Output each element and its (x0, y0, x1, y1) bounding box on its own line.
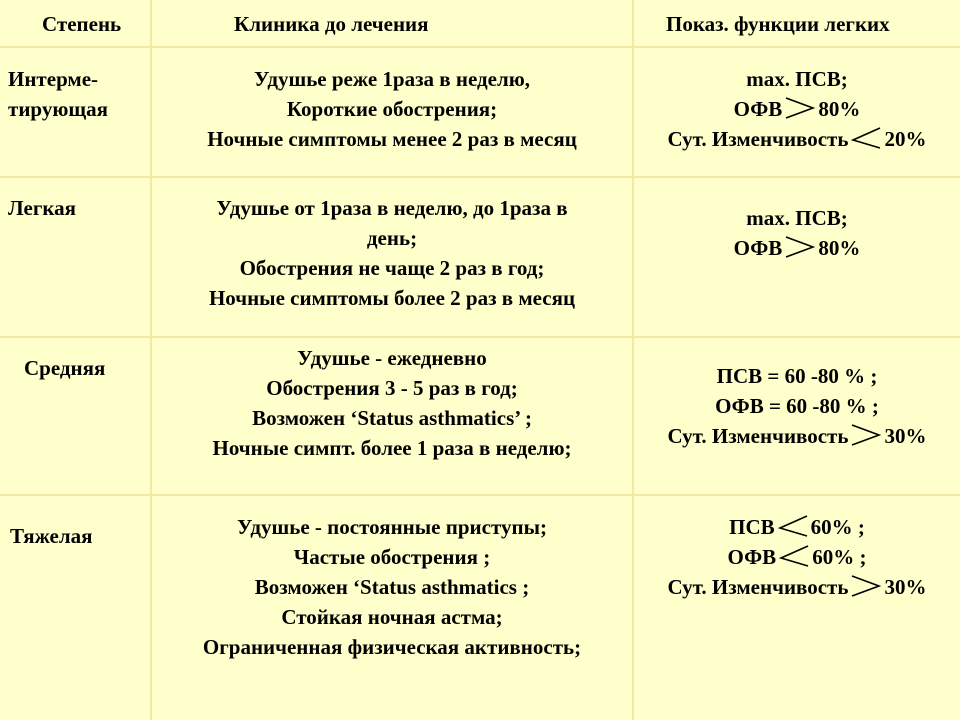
clinic-line: Короткие обострения; (286, 97, 498, 121)
function-line (634, 64, 960, 94)
clinic-line: Ночные симптомы более 2 раз в месяц (208, 286, 576, 310)
function-label: max. ПСВ; (746, 67, 848, 91)
function-label: max. ПСВ; (746, 206, 848, 230)
row-clinic (152, 193, 632, 313)
clinic-line: Возможен ‘Status asthmatics’ ; (252, 406, 532, 430)
degree-line: тирующая (8, 97, 108, 121)
less-than-sign-icon (778, 544, 810, 568)
greater-than-sign-icon (784, 235, 816, 259)
function-label: ОФВ (727, 545, 777, 569)
degree-line: Легкая (8, 196, 77, 220)
clinic-line: Возможен ‘Status asthmatics ; (254, 575, 530, 599)
row-function (634, 361, 960, 451)
clinic-line: Удушье - постоянные приступы; (237, 515, 547, 539)
function-value: 20% (884, 127, 927, 151)
row-divider (0, 176, 960, 178)
row-clinic (152, 343, 632, 463)
function-value: 60% ; (810, 515, 865, 539)
clinic-line: Ограниченная физическая активность; (202, 635, 582, 659)
row-divider (0, 46, 960, 48)
function-label: Сут. Изменчивость (667, 424, 849, 448)
greater-than-sign-icon (784, 96, 816, 120)
clinic-line: Удушье реже 1раза в неделю, (253, 67, 531, 91)
function-line (634, 361, 960, 391)
degree-line: Средняя (24, 356, 106, 380)
function-label: ПСВ = 60 -80 % ; (716, 364, 878, 388)
greater-than-sign-icon (850, 423, 882, 447)
function-label: ПСВ (729, 515, 775, 539)
less-than-sign-icon (777, 514, 809, 538)
row-degree (0, 521, 160, 551)
row-divider (0, 336, 960, 338)
degree-line: Интерме- (8, 67, 99, 91)
function-line (634, 233, 960, 263)
clinic-line: Удушье от 1раза в неделю, до 1раза в (216, 196, 568, 220)
function-line (634, 124, 960, 154)
row-degree (0, 353, 174, 383)
degree-line: Тяжелая (10, 524, 93, 548)
clinic-line: Обострения не чаще 2 раз в год; (239, 256, 545, 280)
row-function (634, 512, 960, 602)
row-function (634, 203, 960, 263)
greater-than-sign-icon (850, 574, 882, 598)
row-degree (0, 193, 158, 223)
function-label: Сут. Изменчивость (667, 575, 849, 599)
function-label: ОФВ (733, 236, 783, 260)
row-degree (0, 64, 158, 124)
function-line (634, 542, 960, 572)
function-line (634, 203, 960, 233)
function-line (634, 572, 960, 602)
clinic-line: Обострения 3 - 5 раз в год; (266, 376, 518, 400)
function-value: 80% (818, 236, 861, 260)
function-value: 60% ; (812, 545, 867, 569)
function-line (634, 421, 960, 451)
function-value: 30% (884, 575, 927, 599)
row-clinic (152, 64, 632, 154)
function-line (634, 512, 960, 542)
header-function: Показ. функции легких (666, 12, 890, 36)
clinic-line: Частые обострения ; (293, 545, 491, 569)
function-label: Сут. Изменчивость (667, 127, 849, 151)
less-than-sign-icon (850, 126, 882, 150)
header-degree: Степень (42, 12, 122, 36)
header-clinic: Клиника до лечения (234, 12, 429, 36)
clinic-line: Стойкая ночная астма; (281, 605, 503, 629)
function-value: 80% (818, 97, 861, 121)
function-value: 30% (884, 424, 927, 448)
row-clinic (152, 512, 632, 662)
clinic-line: Ночные симпт. более 1 раза в неделю; (212, 436, 572, 460)
clinic-line: Удушье - ежедневно (297, 346, 487, 370)
function-line (634, 391, 960, 421)
row-function (634, 64, 960, 154)
function-line (634, 94, 960, 124)
row-divider (0, 494, 960, 496)
clinic-line: день; (366, 226, 418, 250)
clinic-line: Ночные симптомы менее 2 раз в месяц (207, 127, 577, 151)
function-label: ОФВ = 60 -80 % ; (715, 394, 879, 418)
function-label: ОФВ (733, 97, 783, 121)
